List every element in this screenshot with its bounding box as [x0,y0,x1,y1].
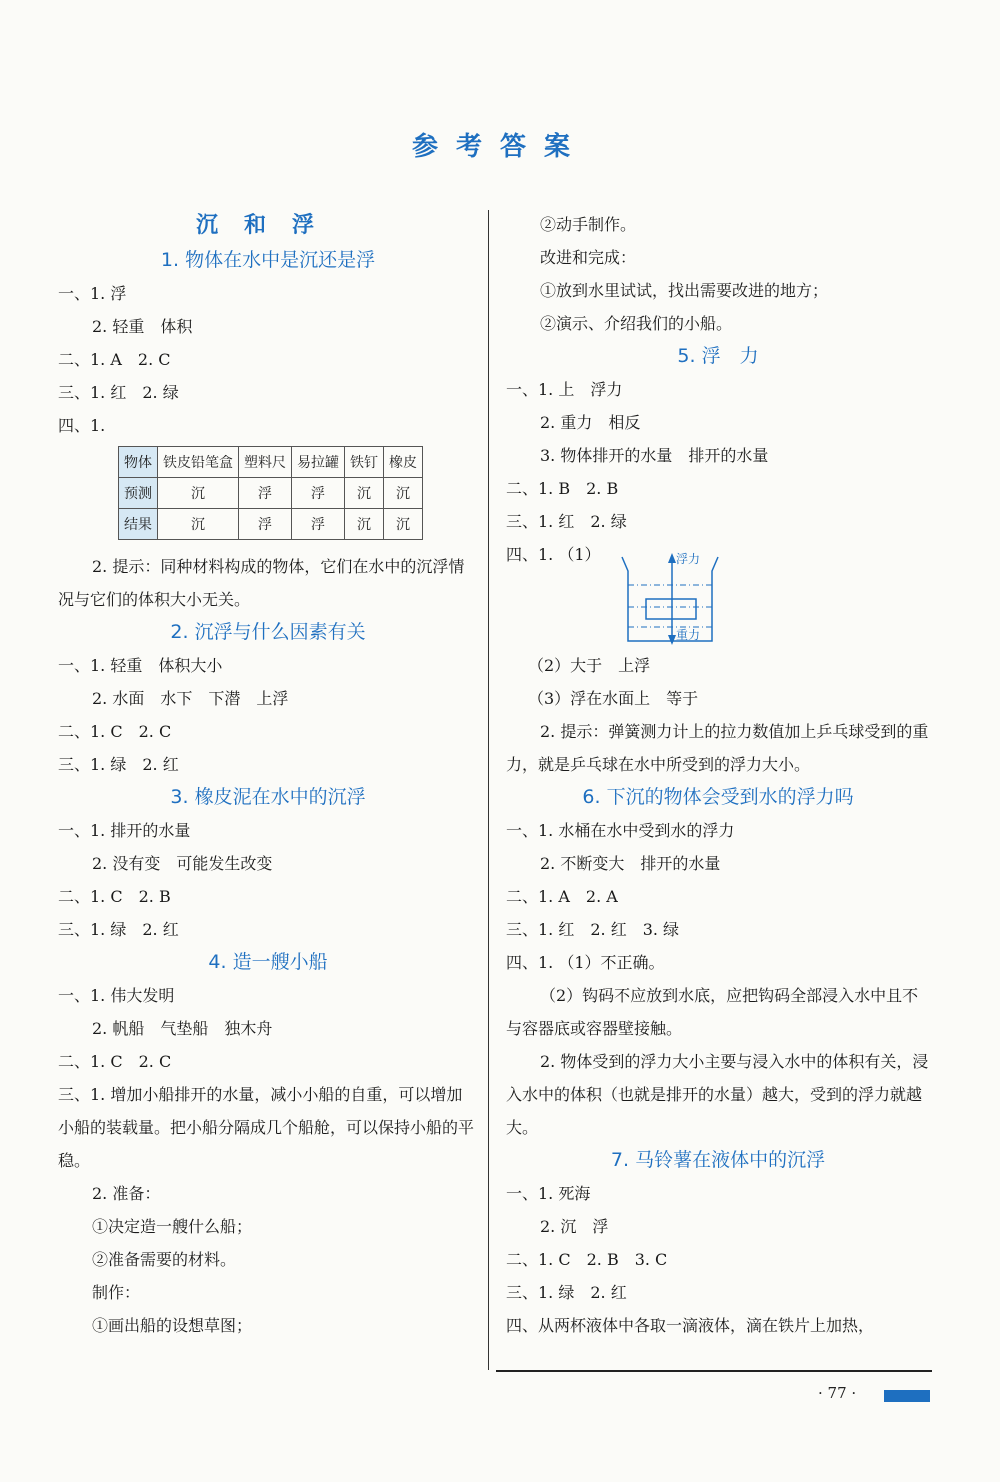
table-cell: 浮 [239,478,292,509]
section-4-title: 4. 造一艘小船 [208,951,328,973]
table-cell: 浮 [239,509,292,540]
table-cell: 沉 [158,509,239,540]
table-cell: 塑料尺 [239,447,292,478]
table-row [119,478,423,509]
answer-line: 三、1. 红 2. 红 3. 绿 [506,920,680,939]
answer-paragraph: 2. 提示：同种材料构成的物体，它们在水中的沉浮情况与它们的体积大小无关。 [58,557,465,609]
answer-line: 二、1. A 2. A [506,887,618,906]
table-cell: 结果 [119,509,158,540]
answer-line: 2. 水面 水下 下潜 上浮 [92,689,289,708]
table-cell: 沉 [158,478,239,509]
answer-line: 三、1. 绿 2. 红 [58,755,179,774]
answer-line: 3. 物体排开的水量 排开的水量 [540,446,769,465]
answer-paragraph: 2. 提示：弹簧测力计上的拉力数值加上乒乓球受到的重力，就是乒乓球在水中所受到的浮力大小。 [506,722,929,774]
answer-paragraph: （2）钩码不应放到水底，应把钩码全部浸入水中且不与容器底或容器壁接触。 [506,986,919,1038]
table-row [119,447,423,478]
table-cell: 沉 [384,478,423,509]
arrow-head-up [668,553,676,563]
column-divider [488,210,489,1370]
bottom-rule [496,1370,932,1372]
answer-line: ①画出船的设想草图； [92,1316,253,1335]
answer-line: 2. 没有变 可能发生改变 [92,854,273,873]
section-2-title: 2. 沉浮与什么因素有关 [170,621,366,643]
answer-line: 三、1. 绿 2. 红 [58,920,179,939]
answer-line: （2）大于 上浮 [528,656,651,675]
buoyancy-label: 浮力 [676,552,701,566]
table-cell: 物体 [119,447,158,478]
section-1-title: 1. 物体在水中是沉还是浮 [160,249,376,271]
sink-float-table [118,446,423,540]
right-column [506,208,930,1342]
gravity-label: 重力 [676,628,701,642]
buoyancy-force-diagram [616,549,736,649]
answer-line: 2. 准备： [92,1184,161,1203]
table-cell: 浮 [292,509,345,540]
unit-title: 沉和浮 [195,213,340,238]
arrow-head-down [668,635,676,645]
answer-line: 三、1. 红 2. 绿 [506,512,627,531]
answer-line: 一、1. 水桶在水中受到水的浮力 [506,821,735,840]
answer-line: 2. 不断变大 排开的水量 [540,854,721,873]
answer-line: 一、1. 浮 [58,284,127,303]
answer-line: 二、1. A 2. C [58,350,171,369]
page-color-mark [884,1390,930,1402]
left-column [58,208,478,1342]
answer-line: ②准备需要的材料。 [92,1250,237,1269]
answer-line: 制作： [92,1283,141,1302]
table-cell: 沉 [345,509,384,540]
table-cell: 铁钉 [345,447,384,478]
answer-line: 一、1. 死海 [506,1184,591,1203]
section-6-title: 6. 下沉的物体会受到水的浮力吗 [582,786,854,808]
table-cell: 预测 [119,478,158,509]
answer-line: 二、1. C 2. B 3. C [506,1250,668,1269]
table-cell: 沉 [345,478,384,509]
answer-line: 二、1. C 2. C [58,722,172,741]
object-rect [646,599,696,619]
answer-line: 2. 帆船 气垫船 独木舟 [92,1019,273,1038]
answer-line: （3）浮在水面上 等于 [528,689,699,708]
table-cell: 浮 [292,478,345,509]
answer-line: 一、1. 伟大发明 [58,986,175,1005]
answer-line: 2. 轻重 体积 [92,317,193,336]
answer-line: 四、1. （1） [506,545,601,564]
answer-line: 二、1. C 2. C [58,1052,172,1071]
page-title: 参考答案 [411,132,588,162]
table-cell: 橡皮 [384,447,423,478]
answer-line: 一、1. 轻重 体积大小 [58,656,223,675]
section-5-title: 5. 浮 力 [677,345,759,367]
table-row [119,509,423,540]
answer-line: 四、1. [58,416,106,435]
answer-line: 四、从两杯液体中各取一滴液体，滴在铁片上加热， [506,1316,875,1335]
table-cell: 易拉罐 [292,447,345,478]
answer-line: 一、1. 排开的水量 [58,821,191,840]
answer-line: ②动手制作。 [540,215,637,234]
answer-line: ①决定造一艘什么船； [92,1217,253,1236]
answer-line: 2. 重力 相反 [540,413,641,432]
section-3-title: 3. 橡皮泥在水中的沉浮 [170,786,366,808]
answer-line: 四、1. （1）不正确。 [506,953,665,972]
answer-paragraph: 2. 物体受到的浮力大小主要与浸入水中的体积有关，浸入水中的体积（也就是排开的水量）越大，受到的浮力就越大。 [506,1052,929,1137]
table-cell: 沉 [384,509,423,540]
answer-line: 二、1. B 2. B [506,479,619,498]
answer-line: 2. 沉 浮 [540,1217,609,1236]
answer-paragraph: 三、1. 增加小船排开的水量，减小小船的自重，可以增加小船的装载量。把小船分隔成几个船舱，可以保持小船的平稳。 [58,1085,475,1170]
answer-line: 三、1. 红 2. 绿 [58,383,179,402]
table-cell: 铁皮铅笔盒 [158,447,239,478]
answer-line: 三、1. 绿 2. 红 [506,1283,627,1302]
answer-line: ②演示、介绍我们的小船。 [540,314,733,333]
answer-line: ①放到水里试试，找出需要改进的地方； [540,281,829,300]
answer-line: 改进和完成： [540,248,637,267]
page-number: · 77 · [818,1384,857,1402]
answer-line: 一、1. 上 浮力 [506,380,623,399]
section-7-title: 7. 马铃薯在液体中的沉浮 [610,1149,826,1171]
answer-line: 二、1. C 2. B [58,887,171,906]
